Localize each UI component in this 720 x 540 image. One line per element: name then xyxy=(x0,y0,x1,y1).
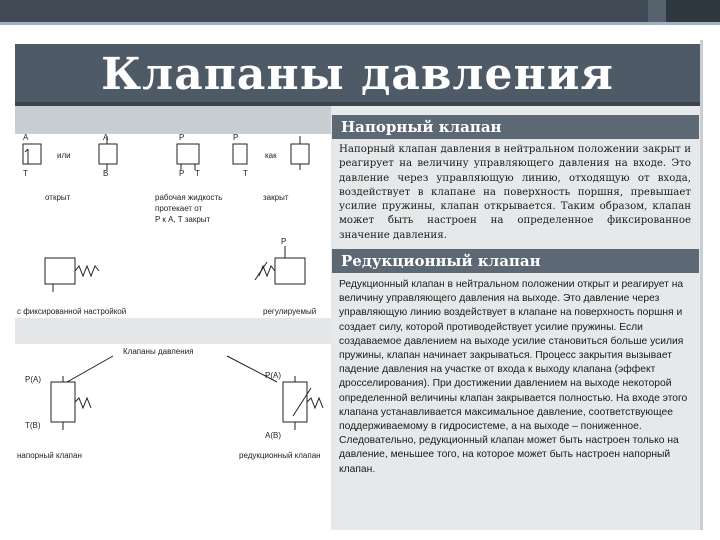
label-row1-5: T xyxy=(23,169,28,178)
label-ili: или xyxy=(57,151,71,160)
label-pa-2: P(A) xyxy=(265,371,281,380)
section-heading-reducing: Редукционный клапан xyxy=(332,249,699,273)
valve-symbol-5 xyxy=(291,144,309,164)
valve-symbol-1 xyxy=(23,144,41,164)
label-row1-1: A xyxy=(23,133,29,142)
label-row1-7: P xyxy=(179,169,185,178)
valve-symbol-4 xyxy=(233,144,247,164)
label-row1-6: B xyxy=(103,169,109,178)
section-body-relief: Напорный клапан давления в нейтральном положении закрыт и реагирует на величину управляющего давления на входе. Это давление через управляющую линию, отходящую от входа, воздействует в клапане на поверхность поршня, превышает усилие пружины, клапан открывается. Таким образом, клапан может быть настроен на определенное фиксированное значение давления. xyxy=(339,144,691,241)
label-protekaet: протекает от xyxy=(155,204,203,213)
label-fixed: с фиксированной настройкой xyxy=(17,307,127,316)
label-row1-8: T xyxy=(195,169,200,178)
label-pa: P(A) xyxy=(25,375,41,384)
label-kak: как xyxy=(265,151,277,160)
valve-symbol-2 xyxy=(99,144,117,164)
label-zakryt: закрыт xyxy=(263,193,289,202)
label-row1-9: T xyxy=(243,169,248,178)
label-row1-4: P xyxy=(233,133,239,142)
relief-fixed-symbol xyxy=(45,258,75,284)
slide-title: Клапаны давления xyxy=(101,49,614,100)
label-tb: T(B) xyxy=(25,421,41,430)
valve-diagram xyxy=(15,130,331,530)
group-title: Клапаны давления xyxy=(123,347,194,356)
relief-valve-symbol xyxy=(51,382,75,422)
top-bar-accent xyxy=(648,0,666,22)
label-p: P xyxy=(281,237,287,246)
label-row1-3: P xyxy=(179,133,185,142)
relief-adjustable-symbol xyxy=(275,258,305,284)
top-divider xyxy=(0,22,720,25)
section-body-reducing: Редукционный клапан в нейтральном положении открыт и реагирует на величину управляющего давления на выходе. Это давление через управляющую линию воздействует в клапане на поверхность поршня и создает силу, которой противодействует усилие пружины. Если создаваемое давлением на выходе усилие становиться больше усилия пружины, клапан начинает закрываться. Процесс закрытия вызывает падение давления на участке от входа к выходу клапана (эффект дросселирования). При достижении давлением на выходе некоторой определенной величины клапан закрывается полностью. На входе этого клапана устанавливается максимальное давление, соответствующее поддерживаемому в гидросистеме, а на выходе – пониженное. Следовательно, редукционный клапан может быть настроен только на давление, меньшее того, на которое может быть настроен напорный клапан. xyxy=(339,279,688,475)
title-band xyxy=(15,44,700,106)
label-ab: A(B) xyxy=(265,431,281,440)
top-bar-accent-dark xyxy=(666,0,720,22)
section-heading-relief: Напорный клапан xyxy=(332,115,699,139)
label-adjustable: регулируемый xyxy=(263,307,317,316)
reducing-valve-symbol xyxy=(283,382,307,422)
label-pka: P к A, T закрыт xyxy=(155,215,211,224)
valve-diagram-svg xyxy=(15,130,331,530)
slide-right-edge xyxy=(700,40,703,530)
label-reducing: редукционный клапан xyxy=(239,451,321,460)
top-bar xyxy=(0,0,720,22)
valve-symbol-3 xyxy=(177,144,199,164)
label-otkryt: открыт xyxy=(45,193,71,202)
label-row1-2: A xyxy=(103,133,109,142)
label-rabochaya: рабочая жидкость xyxy=(155,193,223,202)
label-relief: напорный клапан xyxy=(17,451,82,460)
